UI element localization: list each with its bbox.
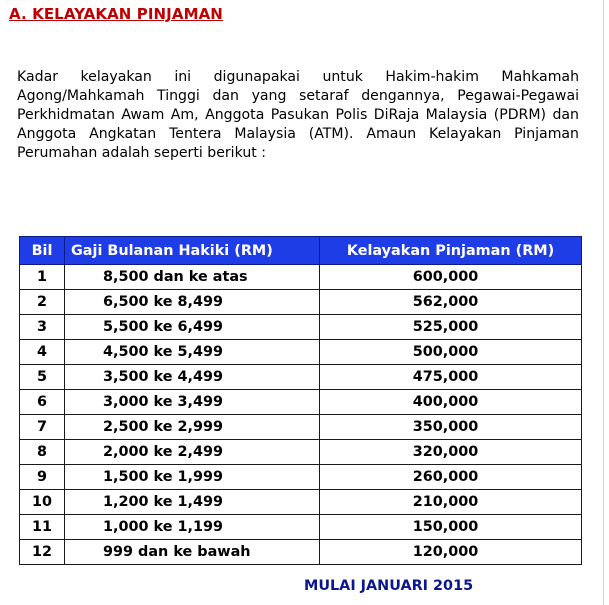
cell-gaji: 4,500 ke 5,499	[65, 340, 320, 365]
cell-bil: 8	[20, 440, 65, 465]
table-row	[20, 540, 582, 565]
table-row	[20, 365, 582, 390]
cell-gaji: 2,000 ke 2,499	[65, 440, 320, 465]
cell-pinjaman: 562,000	[320, 290, 582, 315]
cell-gaji: 1,200 ke 1,499	[65, 490, 320, 515]
section-heading: A. KELAYAKAN PINJAMAN	[9, 5, 223, 23]
table-row	[20, 490, 582, 515]
table-row	[20, 290, 582, 315]
cell-pinjaman: 150,000	[320, 515, 582, 540]
cell-bil: 2	[20, 290, 65, 315]
cell-pinjaman: 350,000	[320, 415, 582, 440]
table-row	[20, 315, 582, 340]
cell-gaji: 999 dan ke bawah	[65, 540, 320, 565]
cell-gaji: 2,500 ke 2,999	[65, 415, 320, 440]
cell-pinjaman: 210,000	[320, 490, 582, 515]
table-row	[20, 340, 582, 365]
cell-gaji: 3,000 ke 3,499	[65, 390, 320, 415]
cell-pinjaman: 260,000	[320, 465, 582, 490]
cell-bil: 3	[20, 315, 65, 340]
intro-paragraph: Kadar kelayakan ini digunapakai untuk Hakim-hakim Mahkamah Agong/Mahkamah Tinggi dan yang setaraf dengannya, Pegawai-Pegawai Perkhidmatan Awam Am, Anggota Pasukan Polis DiRaja Malaysia (PDRM) dan Anggota Angkatan Tentera Malaysia (ATM). Amaun Kelayakan Pinjaman Perumahan adalah seperti berikut :	[17, 69, 579, 161]
table-header-row	[20, 237, 582, 265]
cell-gaji: 6,500 ke 8,499	[65, 290, 320, 315]
table-row	[20, 265, 582, 290]
cell-bil: 5	[20, 365, 65, 390]
column-header-bil: Bil	[20, 237, 65, 265]
cell-pinjaman: 400,000	[320, 390, 582, 415]
cell-bil: 6	[20, 390, 65, 415]
cell-pinjaman: 500,000	[320, 340, 582, 365]
cell-gaji: 8,500 dan ke atas	[65, 265, 320, 290]
column-header-pinjaman: Kelayakan Pinjaman (RM)	[320, 237, 582, 265]
cell-pinjaman: 120,000	[320, 540, 582, 565]
column-header-gaji: Gaji Bulanan Hakiki (RM)	[65, 237, 320, 265]
effective-date-note: MULAI JANUARI 2015	[304, 578, 474, 594]
table-body	[20, 265, 582, 565]
table-row	[20, 515, 582, 540]
cell-gaji: 1,000 ke 1,199	[65, 515, 320, 540]
cell-pinjaman: 475,000	[320, 365, 582, 390]
table-row	[20, 440, 582, 465]
cell-bil: 10	[20, 490, 65, 515]
cell-bil: 12	[20, 540, 65, 565]
cell-gaji: 5,500 ke 6,499	[65, 315, 320, 340]
cell-bil: 9	[20, 465, 65, 490]
table-row	[20, 390, 582, 415]
cell-bil: 1	[20, 265, 65, 290]
table-row	[20, 465, 582, 490]
cell-pinjaman: 320,000	[320, 440, 582, 465]
cell-bil: 11	[20, 515, 65, 540]
cell-gaji: 3,500 ke 4,499	[65, 365, 320, 390]
page-edge-divider	[603, 0, 604, 605]
loan-eligibility-table	[19, 236, 582, 565]
cell-bil: 7	[20, 415, 65, 440]
cell-bil: 4	[20, 340, 65, 365]
cell-pinjaman: 600,000	[320, 265, 582, 290]
cell-gaji: 1,500 ke 1,999	[65, 465, 320, 490]
cell-pinjaman: 525,000	[320, 315, 582, 340]
table-row	[20, 415, 582, 440]
